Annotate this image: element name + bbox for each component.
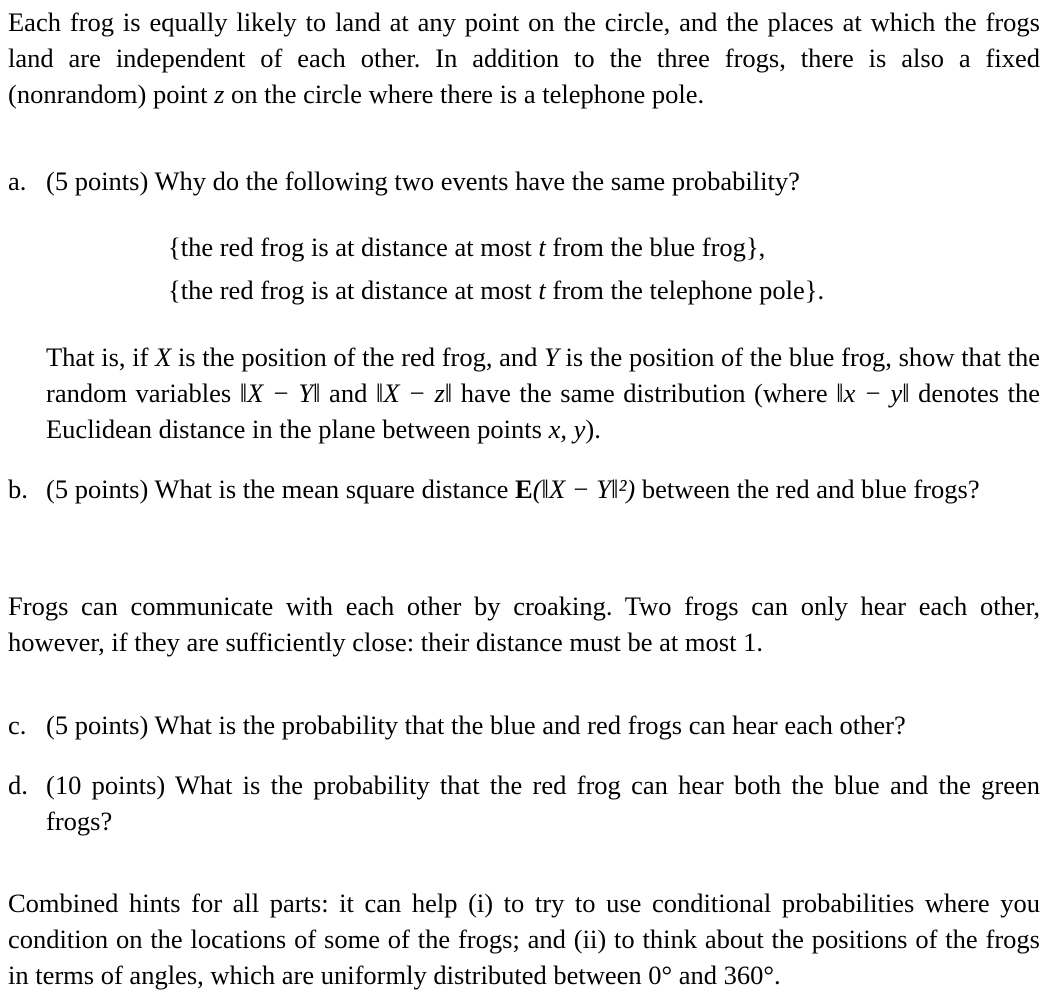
hints-paragraph [8,885,1040,993]
part-c-question: (5 points) What is the probability that the blue and red frogs can hear each other? [46,710,906,740]
intro-paragraph [8,4,1040,112]
part-c-label: c. [8,710,27,740]
part-b-label: b. [8,474,28,504]
degree-360: 360° [723,960,774,990]
event-1-text: the red frog is at distance at most [180,232,539,262]
part-d-question: (10 points) What is the probability that the red frog can hear both the blue and the green frogs? [46,770,1040,836]
text: (5 points) What is the mean square distance [46,474,516,504]
part-d-label: d. [8,770,28,800]
brace-close: }, [745,232,766,262]
text: denotes the Euclidean distance in the plane between points [46,378,1040,444]
part-b-question [46,471,1040,507]
var-t: t [538,275,546,305]
part-c [8,707,1040,743]
var-Y: Y [544,342,559,372]
events-display [168,229,824,308]
part-a-explanation-text [46,339,1040,447]
text: is the position of the blue frog, show that the random variables [46,342,1040,408]
text: and [320,378,376,408]
event-2-text-end: from the telephone pole [545,275,805,305]
var-X: X [155,342,172,372]
hints-text-end: . [773,960,781,990]
var-t: t [538,232,546,262]
brace-open: { [168,275,181,305]
event-1 [168,229,824,265]
mean-square-expr: (‖X − Y‖²) [532,474,636,504]
text: is the position of the red frog, and [171,342,545,372]
degree-zero: 0° [648,960,673,990]
points-x-y: x, y [548,414,586,444]
croak-text-end: . [756,627,763,657]
norm-x-minus-z: ‖X − z‖ [375,378,453,408]
part-d [8,767,1040,839]
event-2-text: the red frog is at distance at most [180,275,539,305]
part-a-label: a. [8,166,27,196]
part-b [8,471,1040,507]
part-a-question: (5 points) Why do the following two events have the same probability? [46,166,800,196]
brace-open: { [168,232,181,262]
croak-paragraph [8,588,1040,660]
event-1-text-end: from the blue frog [545,232,746,262]
norm-x-minus-y: ‖X − Y‖ [239,378,321,408]
norm-lower-x-minus-y: ‖x − y‖ [836,378,910,408]
text: between the red and blue frogs? [635,474,980,504]
intro-text: Each frog is equally likely to land at any point on the circle, and the places at which the frogs land are independent of each other. In addition to the three frogs, there is also a fixed (nonrandom) point [8,7,1040,109]
croak-text: Frogs can communicate with each other by croaking. Two frogs can only hear each other, however, if they are sufficiently close: their distance must be at most [8,591,1040,657]
part-a [8,163,1040,199]
hints-text: Combined hints for all parts: it can help (i) to try to use conditional probabilities where you condition on the locations of some of the frogs; and (ii) to think about the positions of the frogs in terms of angles, which are uniformly distributed between [8,888,1040,990]
brace-close: }. [804,275,825,305]
intro-text-end: on the circle where there is a telephone pole. [224,79,705,109]
distance-one: 1 [743,627,757,657]
var-z: z [214,79,225,109]
text: That is, if [46,342,156,372]
event-2 [168,272,824,308]
text: have the same distribution (where [452,378,837,408]
hints-text: and [672,960,724,990]
part-a-explanation [8,339,1040,447]
expectation-E: E [515,474,533,504]
text: ). [585,414,601,444]
